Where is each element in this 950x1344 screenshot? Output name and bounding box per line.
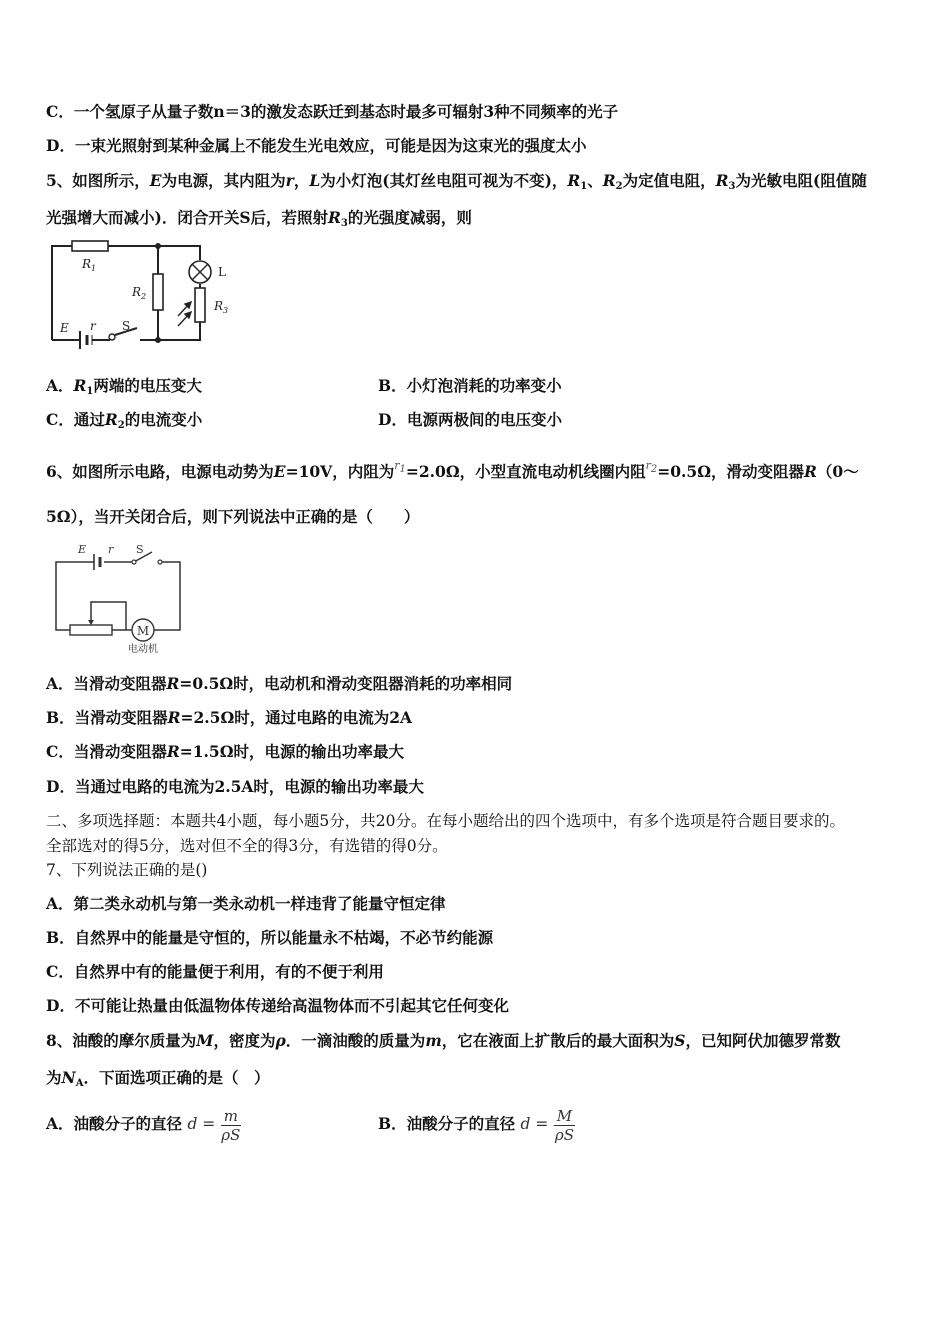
q5-resistor-r2 <box>153 274 163 310</box>
q6-option-b: B．当滑动变阻器R=2.5Ω时，通过电路的电流为2A <box>46 708 413 727</box>
q6-fig-label-motor: 电动机 <box>128 644 158 655</box>
q6-option-a: A．当滑动变阻器R=0.5Ω时，电动机和滑动变阻器消耗的功率相同 <box>46 674 513 693</box>
q4-option-d: D．一束光照射到某种金属上不能发生光电效应，可能是因为这束光的强度太小 <box>46 136 587 155</box>
q6-option-c: C．当滑动变阻器R=1.5Ω时，电源的输出功率最大 <box>46 742 404 761</box>
q6-stem-line2: 5Ω），当开关闭合后，则下列说法中正确的是（ ） <box>46 507 420 526</box>
q6-motor-icon <box>132 619 154 641</box>
q5-option-d: D．电源两极间的电压变小 <box>378 410 562 429</box>
section2-instructions-line2: 全部选对的得5分，选对但不全的得3分，有选错的得0分。 <box>46 837 448 855</box>
q5-stem-line2: 光强增大而减小)．闭合开关S后，若照射$R_3$的光强度减弱，则 <box>46 208 472 229</box>
q5-fig-label-e: E <box>60 321 69 335</box>
q5-circuit-diagram <box>40 236 240 354</box>
q8-option-a: A．油酸分子的直径 d = $\frac{m}{\rho S}$ <box>46 1106 241 1144</box>
q6-battery-icon <box>94 554 100 570</box>
q5-option-c: C．通过$R_2$的电流变小 <box>46 410 203 431</box>
q7-stem: 7、下列说法正确的是() <box>46 861 208 879</box>
q6-stem-line1: 6、如图所示电路，电源电动势为E=10V，内阻为$^{r_1}$=2.0Ω，小型直流电动机线圈内阻$^{r_2}$=0.5Ω，滑动变阻器R（0～ <box>46 459 859 481</box>
q5-switch-pivot <box>109 334 115 340</box>
q5-resistor-r1 <box>72 241 108 251</box>
q5-battery-icon <box>80 331 92 349</box>
q5-fig-label-r2: $R_2$ <box>132 285 147 301</box>
q5-photoresistor-r3 <box>195 288 205 322</box>
q8-option-a-fraction: $\frac{m}{\rho S}$ <box>221 1106 241 1144</box>
q6-option-d: D．当通过电路的电流为2.5A时，电源的输出功率最大 <box>46 777 424 796</box>
q8-stem-line2: 为$N_A$．下面选项正确的是（ ） <box>46 1068 270 1089</box>
q8-option-b: B．油酸分子的直径 d = $\frac{M}{\rho S}$ <box>378 1106 574 1144</box>
q6-rheostat <box>70 625 112 635</box>
section2-instructions-line1: 二、多项选择题：本题共4小题，每小题5分，共20分。在每小题给出的四个选项中，有多个选项是符合题目要求的。 <box>46 812 845 830</box>
q4-option-c: C．一个氢原子从量子数n＝3的激发态跃迁到基态时最多可辐射3种不同频率的光子 <box>46 102 619 121</box>
q5-fig-label-r3: $R_3$ <box>214 299 229 315</box>
q7-option-b: B．自然界中的能量是守恒的，所以能量永不枯竭，不必节约能源 <box>46 928 494 947</box>
q6-circuit-diagram <box>50 540 190 658</box>
q5-fig-label-s: S <box>122 319 131 333</box>
svg-text:M: M <box>136 624 150 638</box>
q5-option-b: B．小灯泡消耗的功率变小 <box>378 376 562 395</box>
q6-switch-pivot <box>132 560 136 564</box>
q5-stem-line1: 5、如图所示，E为电源，其内阻为r，L为小灯泡(其灯丝电阻可视为不变)，$R_1$、$R_2$为定值电阻，$R_3$为光敏电阻(阻值随 <box>46 171 867 192</box>
q6-switch-contact <box>158 560 162 564</box>
q6-fig-label-s: S <box>136 543 144 556</box>
q5-junction-bottom <box>155 337 161 343</box>
q7-option-a: A．第二类永动机与第一类永动机一样违背了能量守恒定律 <box>46 894 446 913</box>
q8-stem-line1: 8、油酸的摩尔质量为M，密度为ρ．一滴油酸的质量为m，它在液面上扩散后的最大面积为S，已知阿伏加德罗常数 <box>46 1031 841 1050</box>
q6-fig-label-e: E <box>78 543 87 556</box>
q5-fig-label-r: r <box>90 319 96 333</box>
q5-option-a: A．$R_1$两端的电压变大 <box>46 376 202 397</box>
q5-junction-top <box>155 243 161 249</box>
q5-lamp-icon <box>189 261 211 283</box>
q6-fig-label-r: r <box>108 543 114 556</box>
q8-option-b-fraction: $\frac{M}{\rho S}$ <box>554 1106 574 1144</box>
q7-option-d: D．不可能让热量由低温物体传递给高温物体而不引起其它任何变化 <box>46 996 509 1015</box>
q5-fig-label-r1: $R_1$ <box>82 257 97 273</box>
q7-option-c: C．自然界中有的能量便于利用，有的不便于利用 <box>46 962 384 981</box>
q5-light-arrows-icon <box>178 302 191 326</box>
q5-fig-label-l: L <box>218 265 226 279</box>
q6-slider-arrow-icon <box>88 620 94 625</box>
